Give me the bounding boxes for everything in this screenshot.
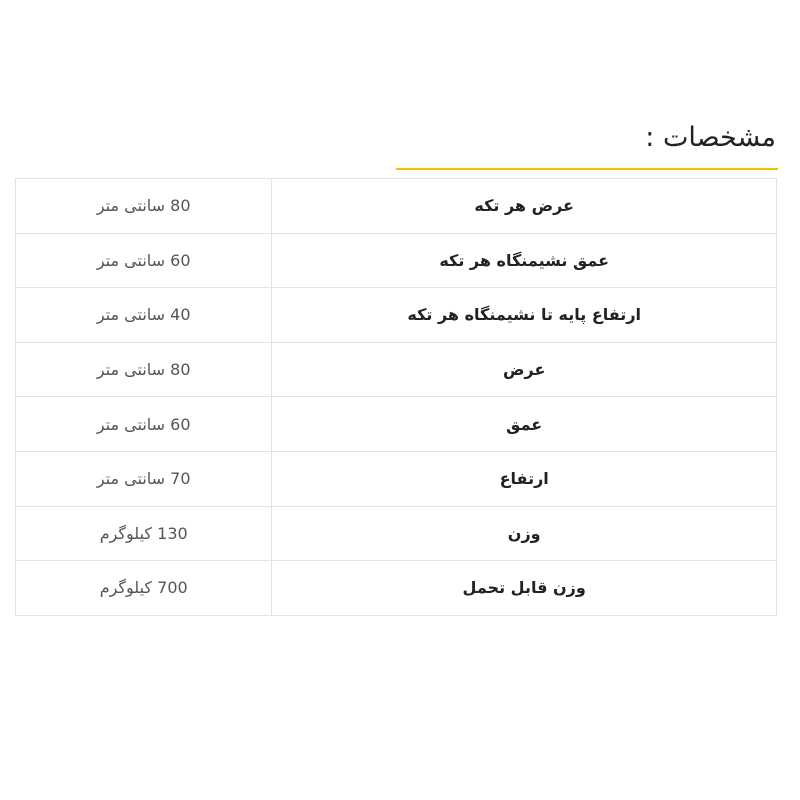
spec-value: 60 سانتی متر (16, 397, 272, 452)
spec-value: 70 سانتی متر (16, 451, 272, 506)
spec-value: 80 سانتی متر (16, 342, 272, 397)
specs-table (15, 178, 777, 616)
title-underline (396, 168, 778, 170)
spec-label: ارتفاع (272, 451, 777, 506)
spec-label: وزن (272, 506, 777, 561)
table-row (16, 561, 777, 616)
spec-value: 80 سانتی متر (16, 179, 272, 234)
spec-value: 700 کیلوگرم (16, 561, 272, 616)
table-row (16, 342, 777, 397)
spec-label: عمق نشیمنگاه هر تکه (272, 233, 777, 288)
table-row (16, 506, 777, 561)
spec-value: 40 سانتی متر (16, 288, 272, 343)
spec-label: عرض هر تکه (272, 179, 777, 234)
spec-label: وزن قابل تحمل (272, 561, 777, 616)
spec-label: ارتفاع پایه تا نشیمنگاه هر تکه (272, 288, 777, 343)
table-row (16, 397, 777, 452)
table-row (16, 288, 777, 343)
spec-value: 60 سانتی متر (16, 233, 272, 288)
spec-value: 130 کیلوگرم (16, 506, 272, 561)
spec-label: عرض (272, 342, 777, 397)
section-header (396, 118, 778, 170)
table-row (16, 233, 777, 288)
table-row (16, 179, 777, 234)
spec-label: عمق (272, 397, 777, 452)
table-row (16, 451, 777, 506)
section-title: مشخصات : (645, 122, 776, 153)
